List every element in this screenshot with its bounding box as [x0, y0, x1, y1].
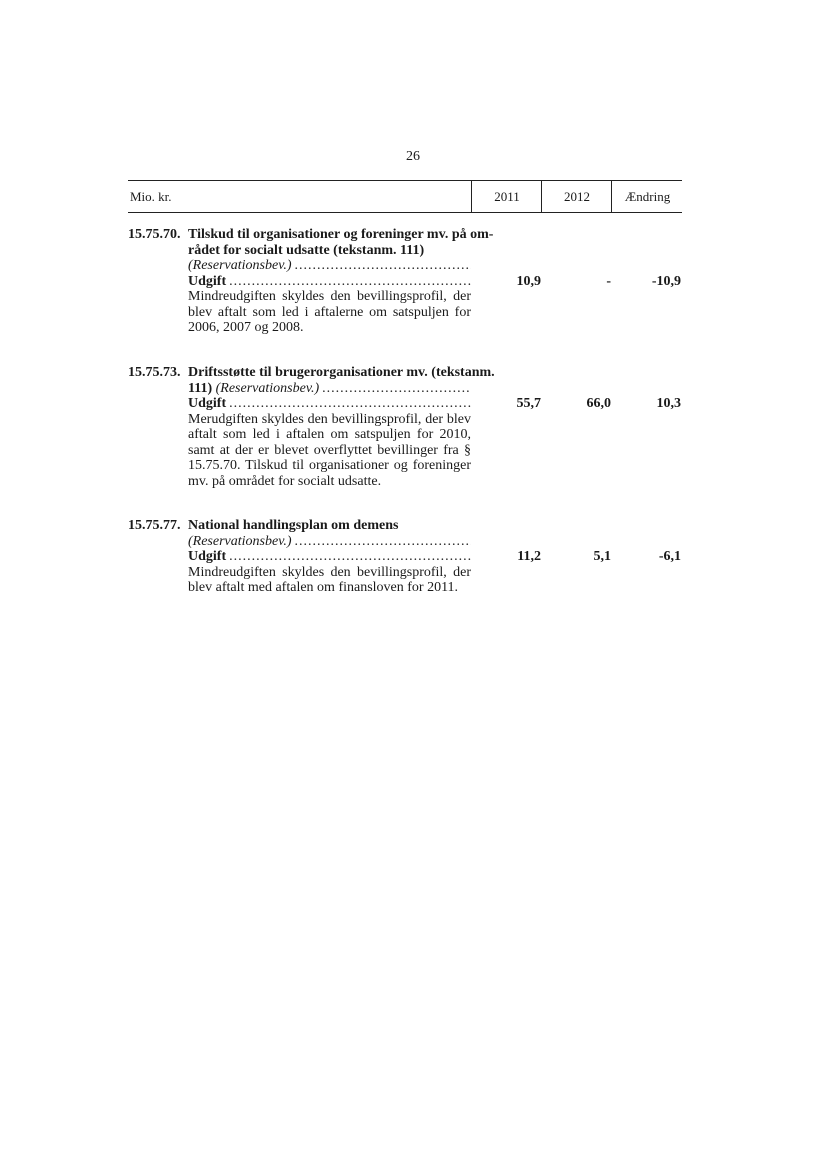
expense-line [188, 396, 471, 412]
value-change: 10,3 [656, 396, 681, 411]
value-2012: 5,1 [593, 549, 611, 564]
reservation-line [188, 534, 471, 550]
account-number: 15.75.73. [128, 365, 181, 380]
entry-title-line: Driftsstøtte til brugerorganisationer mv. (tekstanm. [188, 365, 495, 380]
expense-label: Udgift [188, 273, 227, 289]
entry-body [188, 518, 471, 596]
entry-description: Mindreudgiften skyldes den bevillingsprofil, der blev aftalt med aftalen om finansloven for 2011. [188, 564, 471, 595]
value-2011: 11,2 [517, 549, 541, 564]
expense-label: Udgift [188, 396, 227, 411]
value-change: -6,1 [658, 549, 681, 564]
reservation-label: (Reservationsbev.) [188, 533, 292, 549]
value-2012: - [606, 273, 611, 289]
reservation-line [188, 258, 471, 274]
value-2012: 66,0 [586, 396, 611, 411]
account-number: 15.75.70. [128, 227, 181, 242]
expense-line [188, 549, 471, 565]
column-header-change: Ændring [611, 181, 683, 212]
entry-title-line: National handlingsplan om demens [188, 518, 399, 533]
reservation-label: (Reservationsbev.) [215, 380, 320, 396]
entry-title-line: rådet for socialt udsatte (tekstanm. 111) [188, 242, 425, 258]
expense-label: Udgift [188, 549, 227, 564]
value-2011: 55,7 [516, 396, 541, 411]
column-header-2012: 2012 [541, 181, 612, 212]
entry-body [188, 365, 495, 489]
entry-description: Merudgiften skyldes den bevillingsprofil, der blev aftalt som led i aftalen om satspuljen for 2010, samt at der er blevet overflyttet bevillinger fra § 15.75.70. Tilskud til organisationer og foreninger mv. på området for socialt udsatte. [188, 411, 471, 489]
column-header-2011: 2011 [471, 181, 542, 212]
unit-label: Mio. kr. [130, 189, 172, 204]
entry-title-line: 111) [188, 380, 213, 396]
account-number: 15.75.77. [128, 518, 181, 533]
reservation-line [188, 381, 471, 397]
expense-line [188, 274, 471, 290]
value-change: -10,9 [651, 273, 681, 289]
reservation-label: (Reservationsbev.) [188, 258, 292, 273]
value-2011: 10,9 [516, 273, 541, 289]
entry-title-line: Tilskud til organisationer og foreninger mv. på om- [188, 227, 494, 242]
table-header [128, 180, 682, 213]
page-number: 26 [406, 149, 420, 164]
entry-description: Mindreudgiften skyldes den bevillingsprofil, der blev aftalt som led i aftalerne om satspuljen for 2006, 2007 og 2008. [188, 289, 471, 335]
entry-body [188, 227, 494, 336]
